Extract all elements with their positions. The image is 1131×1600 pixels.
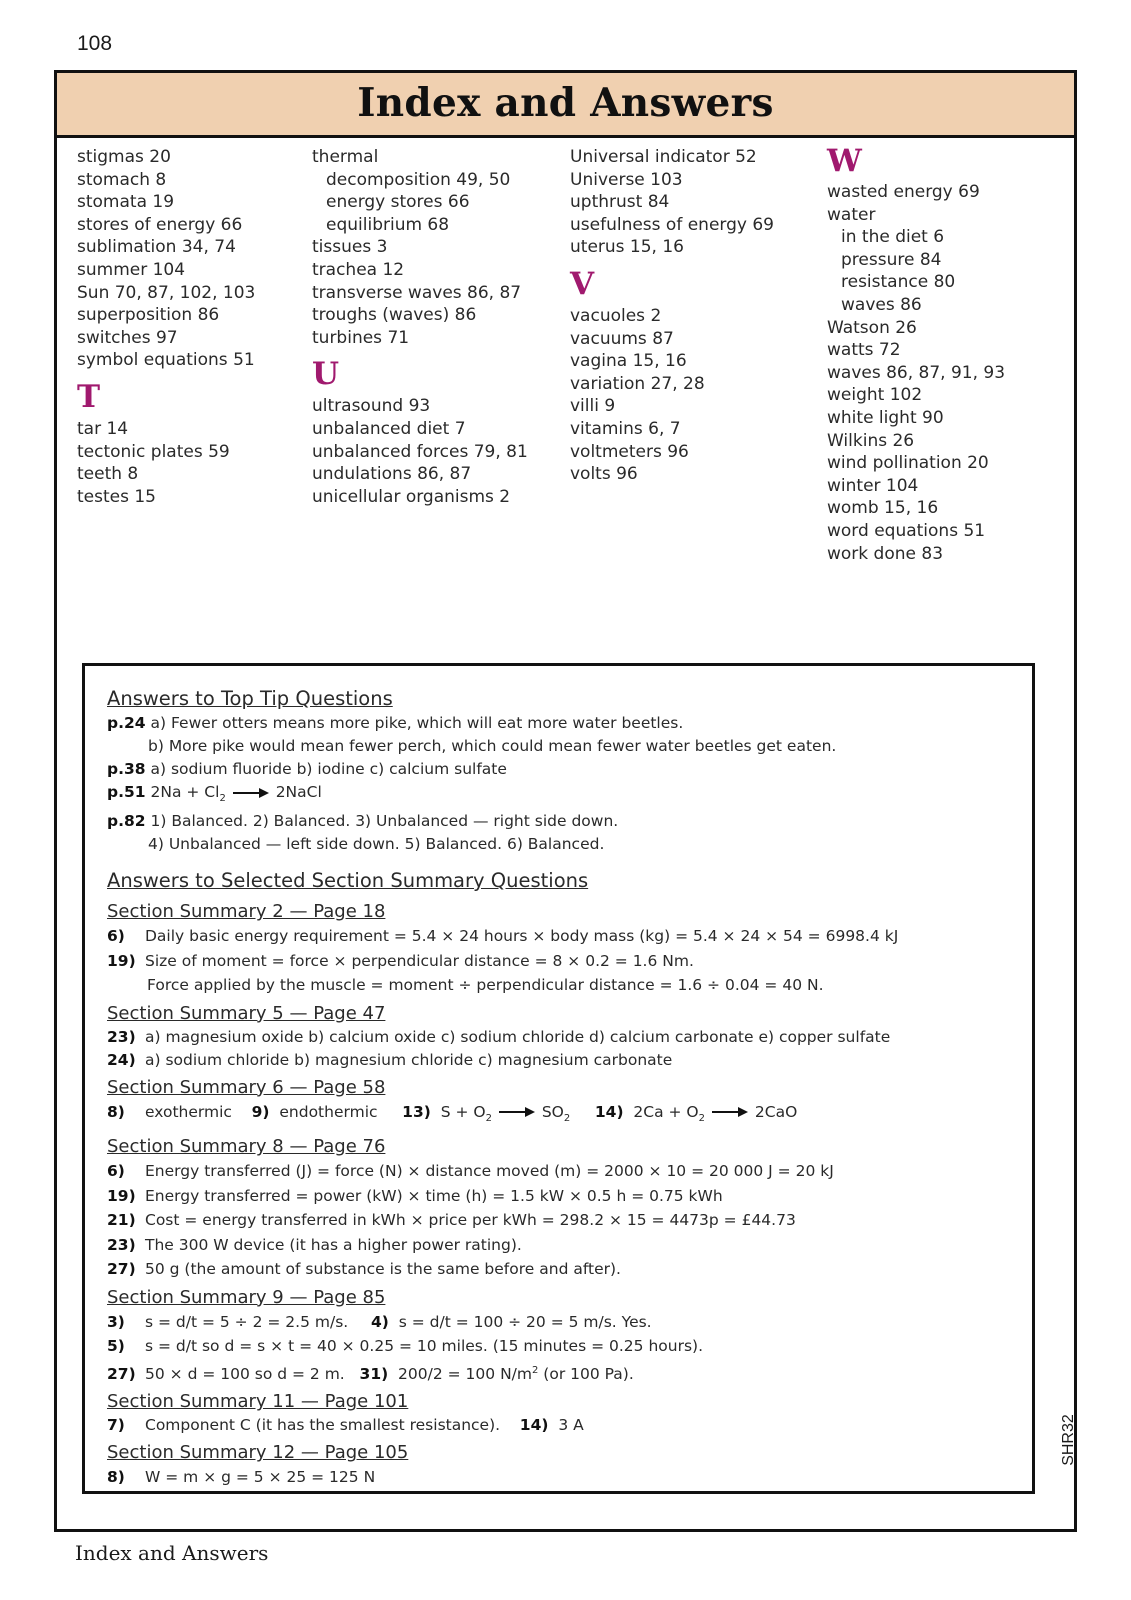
index-entry: upthrust 84 (570, 192, 670, 213)
index-entry: water (827, 204, 876, 225)
section-heading: Section Summary 11 — Page 101 (107, 1391, 409, 1413)
answer-text: (or 100 Pa). (538, 1364, 634, 1383)
index-subentry: resistance 80 (841, 272, 956, 293)
index-entry: trachea 12 (312, 259, 405, 280)
equation-lhs: 2Ca + O (633, 1102, 699, 1121)
subscript: 2 (563, 1112, 571, 1124)
question-number: 23) (107, 1027, 136, 1046)
answer-text: 3 A (558, 1416, 584, 1435)
index-subentry: pressure 84 (841, 249, 942, 270)
answer-row (107, 949, 1022, 974)
index-entry: waves 86, 87, 91, 93 (827, 362, 1006, 383)
equation-lhs: S + O (440, 1102, 486, 1121)
index-entry: summer 104 (77, 259, 186, 280)
answer-label: p.38 (107, 760, 146, 778)
answer-text: 1) Balanced. 2) Balanced. 3) Unbalanced — right side down. (150, 812, 619, 831)
answer-text: a) sodium fluoride b) iodine c) calcium sulfate (150, 760, 507, 778)
index-entry: ultrasound 93 (312, 396, 431, 417)
index-entry: vacuoles 2 (570, 305, 662, 326)
answer-text: endothermic (279, 1102, 378, 1121)
index-entry: stores of energy 66 (77, 214, 243, 235)
index-entry: stigmas 20 (77, 147, 171, 167)
question-number: 3) (107, 1312, 125, 1331)
index-letter-heading: T (77, 378, 101, 415)
index-column-3 (570, 146, 774, 486)
section-heading: Section Summary 6 — Page 58 (107, 1076, 386, 1098)
answer-label: p.51 (107, 783, 146, 801)
index-entry: turbines 71 (312, 327, 410, 348)
answer-text: Cost = energy transferred in kWh × price per kWh = 298.2 × 15 = 4473p = £44.73 (145, 1211, 796, 1230)
answer-text: Energy transferred = power (kW) × time (h) = 1.5 kW × 0.5 h = 0.75 kWh (145, 1186, 723, 1205)
answer-row (107, 1257, 1022, 1282)
index-subentry: decomposition 49, 50 (326, 169, 511, 190)
answer-row (107, 1334, 1022, 1359)
answer-row (107, 1310, 1022, 1335)
index-entry: Watson 26 (827, 317, 917, 338)
answer-p24b (107, 735, 1022, 758)
index-entry: wasted energy 69 (827, 182, 980, 202)
answer-row (107, 1159, 1022, 1184)
footer-title: Index and Answers (75, 1541, 269, 1565)
index-entry: variation 27, 28 (570, 373, 705, 394)
equation-rhs: SO (541, 1102, 564, 1121)
question-number: 19) (107, 1186, 136, 1205)
index-entry: Universal indicator 52 (570, 147, 757, 167)
index-entry: transverse waves 86, 87 (312, 282, 522, 303)
index-entry: uterus 15, 16 (570, 237, 684, 258)
index-subentry: equilibrium 68 (326, 214, 450, 235)
index-entry: symbol equations 51 (77, 350, 255, 371)
answer-row (107, 1233, 1022, 1258)
page-number: 108 (77, 32, 113, 55)
index-entry: teeth 8 (77, 464, 139, 485)
index-entry: volts 96 (570, 464, 638, 485)
index-entry: white light 90 (827, 407, 944, 428)
answer-row (107, 1359, 1022, 1387)
section-heading: Section Summary 2 — Page 18 (107, 901, 386, 923)
index-entry: unicellular organisms 2 (312, 486, 511, 507)
index-entry: voltmeters 96 (570, 441, 689, 462)
question-number: 23) (107, 1235, 136, 1254)
question-number: 8) (107, 1468, 125, 1487)
index-frame (54, 70, 1077, 1532)
index-entry: vitamins 6, 7 (570, 418, 681, 439)
answer-row (107, 1100, 1022, 1132)
subscript: 2 (698, 1112, 706, 1124)
question-number: 9) (251, 1102, 270, 1121)
question-number: 24) (107, 1050, 136, 1069)
reaction-arrow-icon (710, 1105, 750, 1119)
index-entry: Wilkins 26 (827, 430, 915, 451)
index-entry: thermal (312, 147, 379, 167)
equation-rhs: 2NaCl (275, 783, 322, 801)
index-entry: usefulness of energy 69 (570, 214, 774, 235)
answer-text: 50 g (the amount of substance is the same before and after). (145, 1260, 621, 1279)
question-number: 14) (519, 1416, 549, 1435)
index-entry: word equations 51 (827, 520, 986, 541)
answers-box (82, 663, 1035, 1494)
reaction-arrow-icon (497, 1105, 537, 1119)
index-letter-heading: U (312, 356, 340, 393)
question-number: 6) (107, 1162, 125, 1181)
answer-text: Daily basic energy requirement = 5.4 × 24 hours × body mass (kg) = 5.4 × 24 × 54 = 6998.4 kJ (145, 927, 899, 946)
answer-row (107, 1208, 1022, 1233)
title-banner (57, 73, 1074, 138)
answer-text: s = d/t = 100 ÷ 20 = 5 m/s. Yes. (398, 1312, 652, 1331)
index-column-4 (827, 143, 1006, 565)
page-title: Index and Answers (357, 80, 774, 126)
answer-p82b (107, 833, 1022, 856)
index-entry: undulations 86, 87 (312, 464, 472, 485)
index-entry: tar 14 (77, 418, 129, 439)
section-heading: Section Summary 9 — Page 85 (107, 1286, 386, 1308)
index-entry: vacuums 87 (570, 328, 674, 349)
index-entry: wind pollination 20 (827, 453, 989, 474)
question-number: 21) (107, 1211, 136, 1230)
index-entry: watts 72 (827, 340, 901, 361)
question-number: 19) (107, 951, 136, 970)
index-letter-heading: W (827, 143, 862, 179)
answer-row (107, 1184, 1022, 1209)
index-letter-heading: V (570, 265, 595, 302)
answer-text: s = d/t so d = s × t = 40 × 0.25 = 10 miles. (15 minutes = 0.25 hours). (145, 1337, 703, 1356)
index-entry: work done 83 (827, 543, 944, 564)
answer-text: a) magnesium oxide b) calcium oxide c) sodium chloride d) calcium carbonate e) copper sulfate (145, 1027, 891, 1046)
answer-row (107, 1026, 1022, 1049)
equation-lhs: 2Na + Cl (150, 783, 220, 801)
answer-label: p.24 (107, 714, 146, 732)
question-number: 31) (359, 1364, 389, 1383)
index-entry: stomata 19 (77, 192, 175, 213)
answer-text: b) More pike would mean fewer perch, which could mean fewer water beetles get eaten. (148, 737, 837, 755)
answer-text: Size of moment = force × perpendicular distance = 8 × 0.2 = 1.6 Nm. (145, 951, 694, 970)
answer-text: a) sodium chloride b) magnesium chloride c) magnesium carbonate (145, 1050, 673, 1069)
index-entry: stomach 8 (77, 169, 167, 190)
index-entry: sublimation 34, 74 (77, 237, 236, 258)
index-column-2 (312, 146, 528, 508)
answer-row (107, 924, 1022, 949)
product-code-text: SHR32 (1060, 1414, 1077, 1466)
index-entry: superposition 86 (77, 305, 220, 326)
answer-text: Energy transferred (J) = force (N) × distance moved (m) = 2000 × 10 = 20 000 J = 20 kJ (145, 1162, 834, 1181)
product-code (1059, 1410, 1079, 1470)
question-number: 27) (107, 1364, 136, 1383)
answer-text: Component C (it has the smallest resistance). (145, 1416, 501, 1435)
index-entry: tectonic plates 59 (77, 441, 230, 462)
question-number: 7) (107, 1416, 125, 1435)
question-number: 13) (402, 1102, 431, 1121)
answer-text: a) Fewer otters means more pike, which will eat more water beetles. (150, 714, 684, 732)
answer-row (107, 1049, 1022, 1072)
answer-text: exothermic (145, 1102, 232, 1121)
index-entry: tissues 3 (312, 237, 388, 258)
answer-text: 50 × d = 100 so d = 2 m. (145, 1364, 345, 1383)
answer-text: Force applied by the muscle = moment ÷ perpendicular distance = 1.6 ÷ 0.04 = 40 N. (147, 976, 824, 995)
answer-text: 4) Unbalanced — left side down. 5) Balanced. 6) Balanced. (148, 835, 605, 854)
index-subentry: waves 86 (841, 294, 922, 315)
section-heading: Section Summary 12 — Page 105 (107, 1442, 409, 1464)
question-number: 8) (107, 1102, 125, 1121)
index-subentry: energy stores 66 (326, 192, 470, 213)
index-entry: winter 104 (827, 475, 919, 496)
answer-p82a (107, 810, 1022, 833)
summary-heading: Answers to Selected Section Summary Questions (107, 869, 589, 893)
question-number: 4) (371, 1312, 389, 1331)
index-entry: vagina 15, 16 (570, 351, 687, 372)
answer-text: s = d/t = 5 ÷ 2 = 2.5 m/s. (145, 1312, 349, 1331)
index-entry: unbalanced forces 79, 81 (312, 441, 528, 462)
index-entry: troughs (waves) 86 (312, 305, 477, 326)
index-entry: villi 9 (570, 396, 616, 417)
index-entry: unbalanced diet 7 (312, 418, 466, 439)
answer-p38 (107, 758, 1022, 781)
subscript: 2 (485, 1112, 492, 1124)
answer-p51 (107, 781, 1022, 810)
reaction-arrow-icon (231, 786, 271, 800)
answer-text: The 300 W device (it has a higher power rating). (145, 1235, 522, 1254)
answer-text: 200/2 = 100 N/m (398, 1364, 532, 1383)
section-heading: Section Summary 8 — Page 76 (107, 1136, 386, 1158)
top-tip-heading: Answers to Top Tip Questions (107, 687, 393, 710)
question-number: 27) (107, 1260, 136, 1279)
answer-row (107, 1465, 1022, 1490)
equation-rhs: 2CaO (754, 1102, 798, 1121)
answer-p24a (107, 712, 1022, 735)
index-entry: testes 15 (77, 486, 156, 507)
answer-label: p.82 (107, 812, 146, 831)
index-entry: womb 15, 16 (827, 498, 939, 519)
index-entry: Sun 70, 87, 102, 103 (77, 282, 256, 303)
question-number: 5) (107, 1337, 125, 1356)
answer-row (107, 973, 1022, 998)
section-heading: Section Summary 5 — Page 47 (107, 1002, 386, 1024)
question-number: 14) (594, 1102, 624, 1121)
answer-row (107, 1414, 1022, 1437)
superscript: 2 (531, 1364, 539, 1376)
subscript: 2 (219, 793, 226, 805)
index-column-1 (77, 146, 255, 508)
index-entry: switches 97 (77, 327, 178, 348)
index-subentry: in the diet 6 (841, 227, 945, 248)
answer-text: W = m × g = 5 × 25 = 125 N (145, 1468, 376, 1487)
index-entry: Universe 103 (570, 169, 683, 190)
question-number: 6) (107, 927, 125, 946)
index-entry: weight 102 (827, 385, 923, 406)
